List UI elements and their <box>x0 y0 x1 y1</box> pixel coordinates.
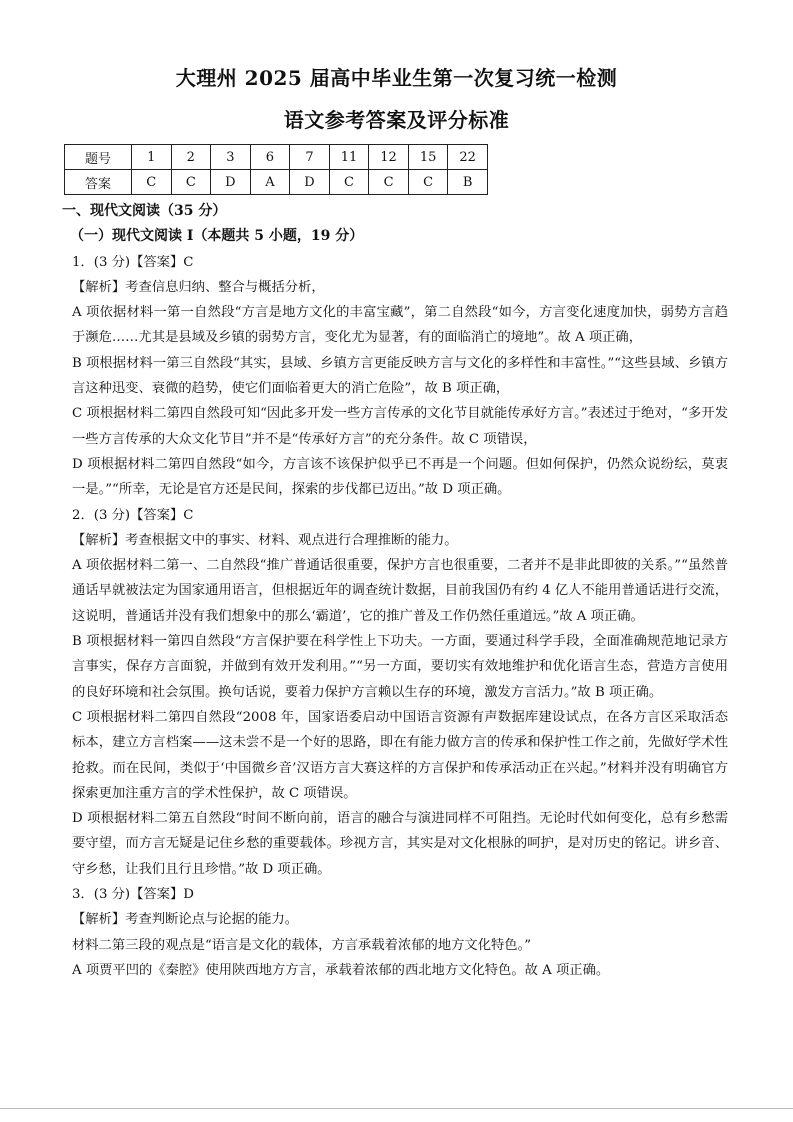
q2-option-d: D 项根据材料二第五自然段“时间不断向前，语言的融合与演进同样不可阻挡。无论时代如何变化，总有乡愁需要守望，而方言无疑是记住乡愁的重要载体。珍视方言，其实是对文化根脉的呵护，是对历史的铭记。讲乡音、守乡愁，让我们且行且珍惜。”故 D 项正确。 <box>72 811 728 877</box>
table-cell: 1 <box>132 145 172 170</box>
subsection-heading: （一）现代文阅读 I（本题共 5 小题，19 分） <box>70 228 364 245</box>
q2-option-c: C 项根据材料二第四自然段“2008 年，国家语委启动中国语言资源有声数据库建设试点，在各方言区采取活态标本，建立方言档案——这未尝不是一个好的思路，即在有能力做方言的传承和保护性工作之前，先做好学术性抢救。而在民间，类似于‘中国微乡音’汉语方言大赛这样的方言保护和传承活动正在兴起。”材料并没有明确官方探索更加注重方言的学术性保护，故 C 项错误。 <box>72 709 728 801</box>
table-cell: C <box>171 170 211 195</box>
q2-analysis: 【解析】考查根据文中的事实、材料、观点进行合理推断的能力。 <box>72 532 458 548</box>
table-cell: 7 <box>290 145 330 170</box>
q3-viewpoint: 材料二第三段的观点是“语言是文化的载体，方言承载着浓郁的地方文化特色。” <box>72 937 532 953</box>
question-number-row <box>65 145 488 170</box>
answer-content <box>62 199 728 983</box>
table-cell: B <box>448 170 488 195</box>
row-label-answer: 答案 <box>65 170 132 195</box>
q3-analysis: 【解析】考查判断论点与论据的能力。 <box>72 912 299 928</box>
table-cell: 3 <box>211 145 251 170</box>
table-cell: D <box>290 170 330 195</box>
q1-answer: 1．(3 分)【答案】C <box>72 254 194 270</box>
q1-option-c: C 项根据材料二第四自然段可知“因此多开发一些方言传承的文化节目就能传承好方言。”表述过于绝对，“多开发一些方言传承的大众文化节目”并不是“传承好方言”的充分条件。故 C 项错误， <box>72 406 728 447</box>
page-subtitle: 语文参考答案及评分标准 <box>283 108 510 132</box>
q3-answer: 3．(3 分)【答案】D <box>72 887 194 903</box>
q1-analysis: 【解析】考查信息归纳、整合与概括分析， <box>72 279 325 295</box>
table-cell: 22 <box>448 145 488 170</box>
answer-row <box>65 170 488 195</box>
table-cell: 15 <box>408 145 448 170</box>
q1-option-a: A 项依据材料一第一自然段“方言是地方文化的丰富宝藏”，第二自然段“如今，方言变化速度加快，弱势方言趋于濒危……尤其是县域及乡镇的弱势方言，变化尤为显著，有的面临消亡的境地”。故 A 项正确， <box>72 305 728 346</box>
table-cell: 12 <box>369 145 409 170</box>
table-cell: 11 <box>329 145 369 170</box>
table-cell: C <box>408 170 448 195</box>
page-title: 大理州 2025 届高中毕业生第一次复习统一检测 <box>175 66 618 90</box>
section-heading: 一、现代文阅读（35 分） <box>62 203 227 219</box>
q3-option-a: A 项贾平凹的《秦腔》使用陕西地方方言，承载着浓郁的西北地方文化特色。故 A 项正确。 <box>72 962 610 978</box>
table-cell: D <box>211 170 251 195</box>
table-cell: 6 <box>250 145 290 170</box>
table-cell: A <box>250 170 290 195</box>
answer-table <box>64 144 488 195</box>
q2-option-b: B 项根据材料一第四自然段“方言保护要在科学性上下功夫。一方面，要通过科学手段，全面准确规范地记录方言事实，保存方言面貌，并做到有效开发利用。”“另一方面，要切实有效地维护和优化语言生态，营造方言使用的良好环境和社会氛围。换句话说，要着力保护方言赖以生存的环境，激发方言活力。”故 B 项正确。 <box>72 634 728 700</box>
table-cell: C <box>329 170 369 195</box>
q2-option-a: A 项依据材料二第一、二自然段“推广普通话很重要，保护方言也很重要，二者并不是非此即彼的关系。”“虽然普通话早就被法定为国家通用语言，但根据近年的调查统计数据，目前我国仍有约 4 亿人不能用普通话进行交流，这说明，普通话并没有我们想象中的那么‘霸道’，它的推广普及工作仍然任重道远。”故 A 项正确。 <box>72 558 728 624</box>
page-bottom-rule <box>0 1108 793 1109</box>
q1-option-b: B 项根据材料一第三自然段“其实，县域、乡镇方言更能反映方言与文化的多样性和丰富性。”“这些县域、乡镇方言这种迅变、衰微的趋势，使它们面临着更大的消亡危险”，故 B 项正确， <box>72 355 728 397</box>
q1-option-d: D 项根据材料二第四自然段“如今，方言该不该保护似乎已不再是一个问题。但如何保护，仍然众说纷纭，莫衷一是。”“所幸，无论是官方还是民间，探索的步伐都已迈出。”故 D 项正确。 <box>72 456 728 498</box>
table-cell: C <box>132 170 172 195</box>
table-cell: 2 <box>171 145 211 170</box>
row-label-number: 题号 <box>65 145 132 170</box>
q2-answer: 2．(3 分)【答案】C <box>72 507 194 523</box>
table-cell: C <box>369 170 409 195</box>
